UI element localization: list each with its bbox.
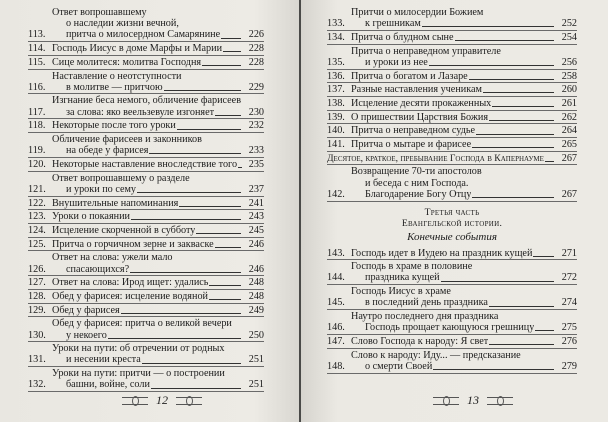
entry-text-line: Господь идет в Иудею на праздник кущей: [351, 247, 533, 259]
page-folio-left: [122, 393, 202, 408]
leader-dots: [476, 134, 554, 135]
entry-number: 145.: [327, 297, 345, 309]
leader-dots: [422, 26, 554, 27]
entry-number: 113.: [28, 29, 46, 41]
part-label: Третья часть: [424, 206, 480, 218]
entry-page: 233: [248, 145, 264, 157]
entry-number: 115.: [28, 56, 46, 68]
entry-text-line: за слова: яко веельзевуле изгоняет: [66, 106, 215, 118]
entry-number: 138.: [327, 97, 345, 109]
entry-page: 262: [561, 111, 577, 123]
entry-text-line: Господь Иисус в доме Марфы и Марии: [52, 43, 223, 55]
leader-dots: [179, 206, 241, 207]
toc-entry[interactable]: [28, 210, 264, 224]
entry-text-line: Уроки о покаянии: [52, 211, 130, 223]
leader-dots: [223, 51, 241, 52]
entry-number: 147.: [327, 335, 345, 347]
entry-number: 134.: [327, 31, 345, 43]
part-subtitle: Евангельской истории.: [401, 217, 503, 229]
leader-dots: [121, 313, 241, 314]
entry-page: 251: [248, 379, 264, 391]
entry-text-line: Внушительные напоминания: [52, 197, 179, 209]
toc-entry[interactable]: [28, 197, 264, 211]
entry-number: 124.: [28, 224, 46, 236]
entry-text-line: Слово Господа к народу: Я свет: [351, 335, 489, 347]
leader-dots: [215, 247, 241, 248]
entry-page: 279: [561, 360, 577, 372]
toc-entry[interactable]: [28, 224, 264, 238]
entry-text-line: Господь Иисус в храме: [351, 286, 451, 298]
leader-dots: [533, 256, 554, 257]
entry-text-line: Наставление о неотступности: [52, 70, 182, 82]
entry-text-line: и уроки из нее: [365, 56, 428, 68]
entry-page: 243: [248, 211, 264, 223]
entry-number: 143.: [327, 247, 345, 259]
toc-entry[interactable]: [327, 6, 577, 31]
entry-text-line: и несении креста: [66, 354, 141, 366]
entry-text-line: Притчи о милосердии Божием: [351, 7, 484, 18]
entry-number: 135.: [327, 56, 345, 68]
entry-page: 228: [248, 43, 264, 55]
toc-entry[interactable]: [28, 133, 264, 158]
entry-number: 131.: [28, 354, 46, 366]
leader-dots: [483, 92, 554, 93]
entry-page: 264: [561, 125, 577, 137]
toc-entry[interactable]: [28, 42, 264, 56]
toc-entry[interactable]: [28, 119, 264, 133]
entry-text-line: притча о милосердном Самарянине: [66, 29, 221, 41]
leader-dots: [164, 90, 241, 91]
toc-entry[interactable]: [28, 94, 264, 119]
toc-entry[interactable]: [28, 172, 264, 197]
entry-number: 127.: [28, 277, 46, 289]
entry-text-line: Притча о неправедном управителе: [351, 45, 501, 57]
entry-text-line: Ответ на слова: Ирод ищет: удались: [52, 277, 209, 289]
part-title: Конечные события: [407, 230, 497, 243]
toc-entry[interactable]: [28, 251, 264, 276]
entry-number: 121.: [28, 183, 46, 195]
leader-dots: [429, 65, 554, 66]
entry-page: 272: [561, 272, 577, 284]
toc-entry[interactable]: [327, 97, 577, 111]
toc-entry[interactable]: [327, 349, 577, 374]
leader-dots: [131, 219, 241, 220]
leader-dots: [177, 129, 241, 130]
toc-entry[interactable]: [28, 304, 264, 318]
entry-page: 246: [248, 238, 264, 250]
leader-dots: [441, 281, 554, 282]
page-number: 12: [156, 393, 168, 407]
entry-text-line: у некоего: [66, 329, 107, 341]
entry-text-line: Притча о мытаре и фарисее: [351, 139, 472, 151]
entry-text-line: О пришествии Царствия Божия: [351, 111, 489, 123]
entry-number: 130.: [28, 329, 46, 341]
toc-entry[interactable]: [327, 124, 577, 138]
leader-dots: [221, 38, 241, 39]
entry-text: Десятое, краткое, пребывание Господа в Капернауме: [327, 152, 544, 164]
leader-dots: [137, 192, 241, 193]
toc-entry[interactable]: [28, 317, 264, 342]
entry-number: 144.: [327, 272, 345, 284]
entry-number: 126.: [28, 263, 46, 275]
entry-page: 237: [248, 183, 264, 195]
entry-page: 230: [248, 106, 264, 118]
entry-text-line: Притча о неправедном судье: [351, 125, 476, 137]
leader-dots: [196, 233, 241, 234]
toc-entry[interactable]: [327, 310, 577, 335]
entry-text-line: Сице молитеся: молитва Господня: [52, 56, 202, 68]
entry-page: 258: [561, 70, 577, 82]
entry-page: 248: [248, 290, 264, 302]
entry-number: 117.: [28, 106, 46, 118]
entry-page: 261: [561, 97, 577, 109]
toc-entry[interactable]: [327, 45, 577, 70]
toc-entry[interactable]: [327, 260, 577, 285]
entry-text-line: Притча о блудном сыне: [351, 31, 454, 43]
leader-dots: [489, 306, 554, 307]
entry-page: 235: [248, 158, 264, 170]
entry-number: 123.: [28, 211, 46, 223]
entry-page: 246: [248, 263, 264, 275]
leader-dots: [108, 338, 241, 339]
leader-dots: [209, 299, 241, 300]
entry-number: 139.: [327, 111, 345, 123]
table-of-contents-right: [327, 6, 577, 374]
ornament-icon: [433, 397, 459, 405]
toc-entry[interactable]: [327, 31, 577, 45]
toc-entry[interactable]: [28, 238, 264, 252]
leader-dots: [489, 120, 554, 121]
entry-number: 114.: [28, 43, 46, 55]
entry-text-line: Господь прощает кающуюся грешницу: [365, 322, 535, 334]
entry-text-line: Ответ вопрошавшему: [52, 7, 147, 18]
toc-entry[interactable]: [28, 158, 264, 172]
entry-text-line: Изгнание беса немого, обличение фарисеев: [52, 95, 242, 107]
entry-number: 122.: [28, 197, 46, 209]
toc-entry-tenth-stay[interactable]: [327, 152, 577, 166]
page-number: 13: [467, 393, 479, 407]
entry-page: 254: [561, 31, 577, 43]
entry-text-line: Некоторые наставление вноследствие того: [52, 158, 238, 170]
entry-page: 241: [248, 197, 264, 209]
entry-text-line: и беседа с ним Господа.: [365, 177, 469, 189]
ornament-icon: [176, 397, 202, 405]
entry-number: 148.: [327, 360, 345, 372]
entry-text-line: в последний день праздника: [365, 297, 488, 309]
entry-page: 267: [561, 152, 577, 164]
page-folio-right: [433, 393, 513, 408]
right-page: [301, 0, 608, 422]
entry-page: 251: [248, 354, 264, 366]
entry-page: 245: [248, 224, 264, 236]
left-page: [0, 0, 299, 422]
entry-page: 256: [561, 56, 577, 68]
toc-group-142: [327, 165, 577, 201]
entry-text-line: в молитве — притчою: [66, 81, 163, 93]
toc-entry[interactable]: [28, 56, 264, 70]
entry-page: 260: [561, 84, 577, 96]
entry-page: 265: [561, 139, 577, 151]
leader-dots: [472, 147, 554, 148]
entry-page: 276: [561, 335, 577, 347]
toc-entry[interactable]: [327, 70, 577, 84]
entry-text-line: Притча о горчичном зерне и закваске: [52, 238, 214, 250]
entry-text-line: к грешникам: [365, 18, 421, 30]
part-heading: [327, 207, 577, 229]
entry-text-line: на обеде у фарисея: [66, 145, 149, 157]
entry-page: 249: [248, 304, 264, 316]
leader-dots: [492, 106, 554, 107]
leader-dots: [209, 285, 241, 286]
entry-text-line: Обед у фарисея: исцеление водяной: [52, 290, 208, 302]
entry-number: 141.: [327, 139, 345, 151]
entry-page: 274: [561, 297, 577, 309]
entry-number: 142.: [327, 188, 345, 200]
entry-text-line: Наутро последнего дня праздника: [351, 311, 499, 323]
leader-dots: [489, 344, 554, 345]
entry-text-line: Обед у фарисея: [52, 304, 120, 316]
entry-text-line: Уроки на пути: об отречении от родных: [52, 343, 225, 355]
entry-text-line: Притча о богатом и Лазаре: [351, 70, 468, 82]
entry-text-line: о наследии жизни вечной,: [66, 18, 179, 30]
ornament-icon: [122, 397, 148, 405]
toc-entry[interactable]: [327, 138, 577, 152]
entry-text-line: Ответ на слова: ужели мало: [52, 252, 173, 264]
entry-page: 228: [248, 56, 264, 68]
entry-text-line: башни, войне, соли: [66, 379, 150, 391]
toc-entry[interactable]: [28, 6, 264, 42]
leader-dots: [215, 115, 241, 116]
ornament-icon: [487, 397, 513, 405]
entry-text-line: спасающихся?: [66, 263, 130, 275]
leader-dots: [472, 197, 554, 198]
entry-number: 119.: [28, 145, 46, 157]
entry-page: 250: [248, 329, 264, 341]
entry-page: 248: [248, 277, 264, 289]
table-of-contents-left: [28, 6, 264, 392]
entry-text-line: о смерти Своей: [365, 360, 433, 372]
leader-dots: [535, 330, 554, 331]
entry-number: 132.: [28, 379, 46, 391]
toc-entry[interactable]: [28, 70, 264, 95]
entry-number: 128.: [28, 290, 46, 302]
toc-entry[interactable]: [327, 285, 577, 310]
entry-text-line: Исцеление скорченной в субботу: [52, 224, 196, 236]
entry-number: 129.: [28, 304, 46, 316]
entry-text-line: Возвращение 70-ти апостолов: [351, 166, 482, 178]
entry-text-line: Господь в храме в половине: [351, 261, 473, 273]
entry-number: 136.: [327, 70, 345, 82]
toc-entry[interactable]: [28, 290, 264, 304]
toc-entry[interactable]: [28, 367, 264, 392]
toc-entry[interactable]: [327, 165, 577, 201]
entry-text-line: Разные наставления ученикам: [351, 84, 482, 96]
toc-entry[interactable]: [327, 247, 577, 261]
entry-text-line: Исцеление десяти прокаженных: [351, 97, 492, 109]
entry-number: 133.: [327, 18, 345, 30]
leader-dots: [433, 369, 554, 370]
entry-page: 275: [561, 322, 577, 334]
leader-dots: [130, 272, 241, 273]
entry-text-line: Обед у фарисея: притча о великой вечери: [52, 318, 232, 330]
toc-entry[interactable]: [327, 111, 577, 125]
entry-number: 118.: [28, 120, 46, 132]
entry-text-line: Обличение фарисеев и законников: [52, 134, 202, 146]
leader-dots: [142, 363, 241, 364]
leader-dots: [151, 388, 241, 389]
entry-text-line: праздника кущей: [365, 272, 440, 284]
entry-number: 116.: [28, 81, 46, 93]
leader-dots: [202, 65, 241, 66]
toc-entry[interactable]: [327, 83, 577, 97]
toc-entry[interactable]: [28, 276, 264, 290]
entry-page: 226: [248, 29, 264, 41]
entry-number: 125.: [28, 238, 46, 250]
leader-dots: [469, 79, 554, 80]
entry-text-line: и уроки по сему: [66, 183, 137, 195]
leader-dots: [455, 40, 554, 41]
entry-text-line: Благодарение Богу Отцу: [365, 188, 472, 200]
leader-dots: [545, 161, 554, 162]
entry-page: 267: [561, 188, 577, 200]
leader-dots: [149, 153, 241, 154]
toc-entry[interactable]: [28, 342, 264, 367]
toc-group-b: [327, 247, 577, 374]
entry-page: 232: [248, 120, 264, 132]
entry-number: 140.: [327, 125, 345, 137]
entry-text-line: Уроки на пути: притчи — о построении: [52, 368, 225, 380]
entry-number: 146.: [327, 322, 345, 334]
entry-number: 137.: [327, 84, 345, 96]
toc-group-a: [327, 6, 577, 152]
entry-page: 252: [561, 18, 577, 30]
entry-text-line: Ответ вопрошавшему о разделе: [52, 172, 190, 184]
entry-number: 120.: [28, 158, 46, 170]
entry-page: 271: [561, 247, 577, 259]
entry-text-line: Слово к народу: Иду... — предсказание: [351, 349, 521, 361]
toc-entry[interactable]: [327, 335, 577, 349]
entry-text-line: Некоторые после того уроки: [52, 120, 176, 132]
entry-page: 229: [248, 81, 264, 93]
